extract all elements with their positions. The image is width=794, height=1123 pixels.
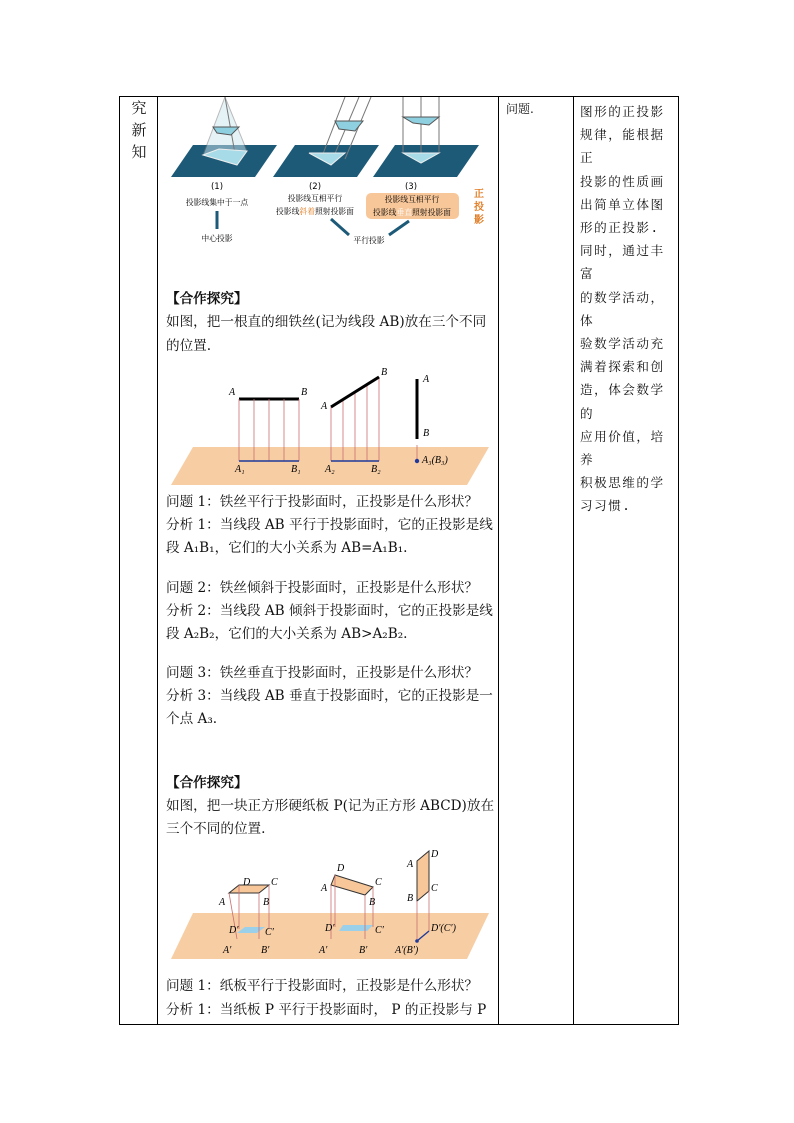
point-label: D: [337, 863, 345, 874]
figure-number: (1): [210, 182, 224, 192]
point-label: A′(B′): [395, 945, 419, 956]
projection-plane: [373, 145, 479, 177]
stage-char: 知: [131, 143, 147, 161]
design-intent: [580, 100, 675, 518]
student-activity: 问题.: [506, 102, 534, 116]
point-label: A₂: [325, 464, 335, 475]
point-label: B₂: [371, 464, 381, 475]
side-label: 正: [474, 189, 484, 200]
intent-line: 习习惯.: [580, 498, 632, 514]
side-label: 投: [474, 202, 484, 213]
board-projection-figure: [159, 847, 497, 975]
point-label: B: [407, 893, 414, 904]
intent-line: 验数学活动充: [580, 336, 665, 352]
analysis: 分析 1：当线段 AB 平行于投影面时，它的正投影是线: [166, 517, 493, 533]
wire-projection-figure: [159, 365, 497, 489]
projection-types-figure: [159, 97, 497, 267]
question: 问题 1：铁丝平行于投影面时，正投影是什么形状？: [166, 494, 479, 510]
column-divider: [573, 97, 574, 1024]
paragraph: 如图，把一块正方形硬纸板 P(记为正方形 ABCD)放在: [166, 798, 495, 814]
paragraph: 的位置.: [166, 338, 212, 354]
point-label: C′: [265, 927, 274, 938]
point-label: A: [229, 387, 236, 398]
point-label: D′: [325, 923, 335, 934]
intent-line: 图形的正投影: [580, 104, 665, 119]
point-label: A: [407, 859, 414, 870]
point-label: B: [301, 387, 308, 398]
point-label: C: [271, 877, 278, 888]
stage-label: [124, 97, 154, 163]
point-label: C: [375, 877, 382, 888]
point-label: B: [381, 367, 388, 378]
point-label: A₃(B₃): [422, 455, 448, 466]
analysis: 分析 3：当线段 AB 垂直于投影面时，它的正投影是一: [166, 688, 493, 704]
question: 问题 1：纸板平行于投影面时，正投影是什么形状？: [166, 978, 479, 994]
analysis: 分析 1：当纸板 P 平行于投影面时， P 的正投影与 P: [166, 1002, 487, 1018]
intent-line: 规律，能根据正: [580, 127, 665, 166]
analysis: 段 A₁B₁，它们的大小关系为 AB=A₁B₁.: [166, 540, 408, 556]
paragraph: 三个不同的位置.: [166, 821, 266, 837]
question: 问题 2：铁丝倾斜于投影面时，正投影是什么形状？: [166, 580, 479, 596]
stage-char: 究: [131, 99, 147, 117]
label-parallel-projection: 平行投影: [353, 236, 385, 245]
question: 问题 3：铁丝垂直于投影面时，正投影是什么形状？: [166, 665, 479, 681]
point-label: B′: [261, 945, 270, 956]
caption-orthographic: 投影线互相平行: [384, 195, 440, 204]
point-label: A′: [319, 945, 328, 956]
intent-line: 积极思维的学: [580, 475, 665, 491]
point-label: C: [431, 883, 438, 894]
point-label: A₁: [235, 464, 245, 475]
caption-orthographic-2: 投影线垂直照射投影面: [373, 208, 451, 217]
projection-plane: [171, 913, 489, 959]
analysis: 段 A₂B₂，它们的大小关系为 AB>A₂B₂.: [166, 626, 408, 642]
intent-line: 同时，通过丰富: [580, 243, 665, 282]
point-label: B′: [359, 945, 368, 956]
point-label: A: [219, 897, 226, 908]
point-label: D′: [229, 925, 239, 936]
analysis: 个点 A₃.: [166, 711, 218, 727]
point-label: D: [431, 849, 439, 860]
column-divider: [157, 97, 158, 1024]
point-label: A: [423, 374, 430, 385]
figure-number: (2): [308, 182, 322, 192]
figure-number: (3): [404, 182, 418, 192]
side-label: 影: [474, 215, 484, 226]
stage-char: 新: [131, 121, 147, 139]
point-label: B: [369, 897, 376, 908]
point-label: B₁: [291, 464, 301, 475]
intent-line: 的数学活动，体: [580, 289, 665, 328]
section-heading: 【合作探究】: [166, 291, 248, 307]
main-content: [159, 97, 497, 1024]
caption-oblique-2: 投影线斜着照射投影面: [276, 207, 354, 216]
intent-line: 满着探索和创: [580, 359, 665, 375]
caption-oblique: 投影线互相平行: [287, 194, 343, 203]
point-label: D: [243, 877, 251, 888]
caption-central: 投影线集中于一点: [185, 198, 249, 207]
intent-line: 应用价值，培养: [580, 428, 665, 468]
intent-line: 造，体会数学的: [580, 382, 665, 421]
point-label: A′: [223, 945, 232, 956]
intent-line: 投影的性质画: [580, 173, 665, 189]
lesson-table: [119, 96, 679, 1025]
point-label: B: [263, 897, 270, 908]
point-label: C′: [375, 925, 384, 936]
intent-line: 形的正投影.: [580, 220, 660, 236]
label-central-projection: 中心投影: [201, 234, 233, 243]
column-divider: [498, 97, 499, 1024]
intent-line: 出简单立体图: [580, 196, 665, 212]
analysis: 分析 2：当线段 AB 倾斜于投影面时，它的正投影是线: [166, 603, 493, 619]
point-label: B: [423, 428, 430, 439]
section-heading: 【合作探究】: [166, 775, 248, 791]
point-label: A: [321, 401, 328, 412]
paragraph: 如图，把一根直的细铁丝(记为线段 AB)放在三个不同: [166, 314, 487, 330]
point-label: A: [321, 883, 328, 894]
point-label: D′(C′): [431, 923, 456, 934]
